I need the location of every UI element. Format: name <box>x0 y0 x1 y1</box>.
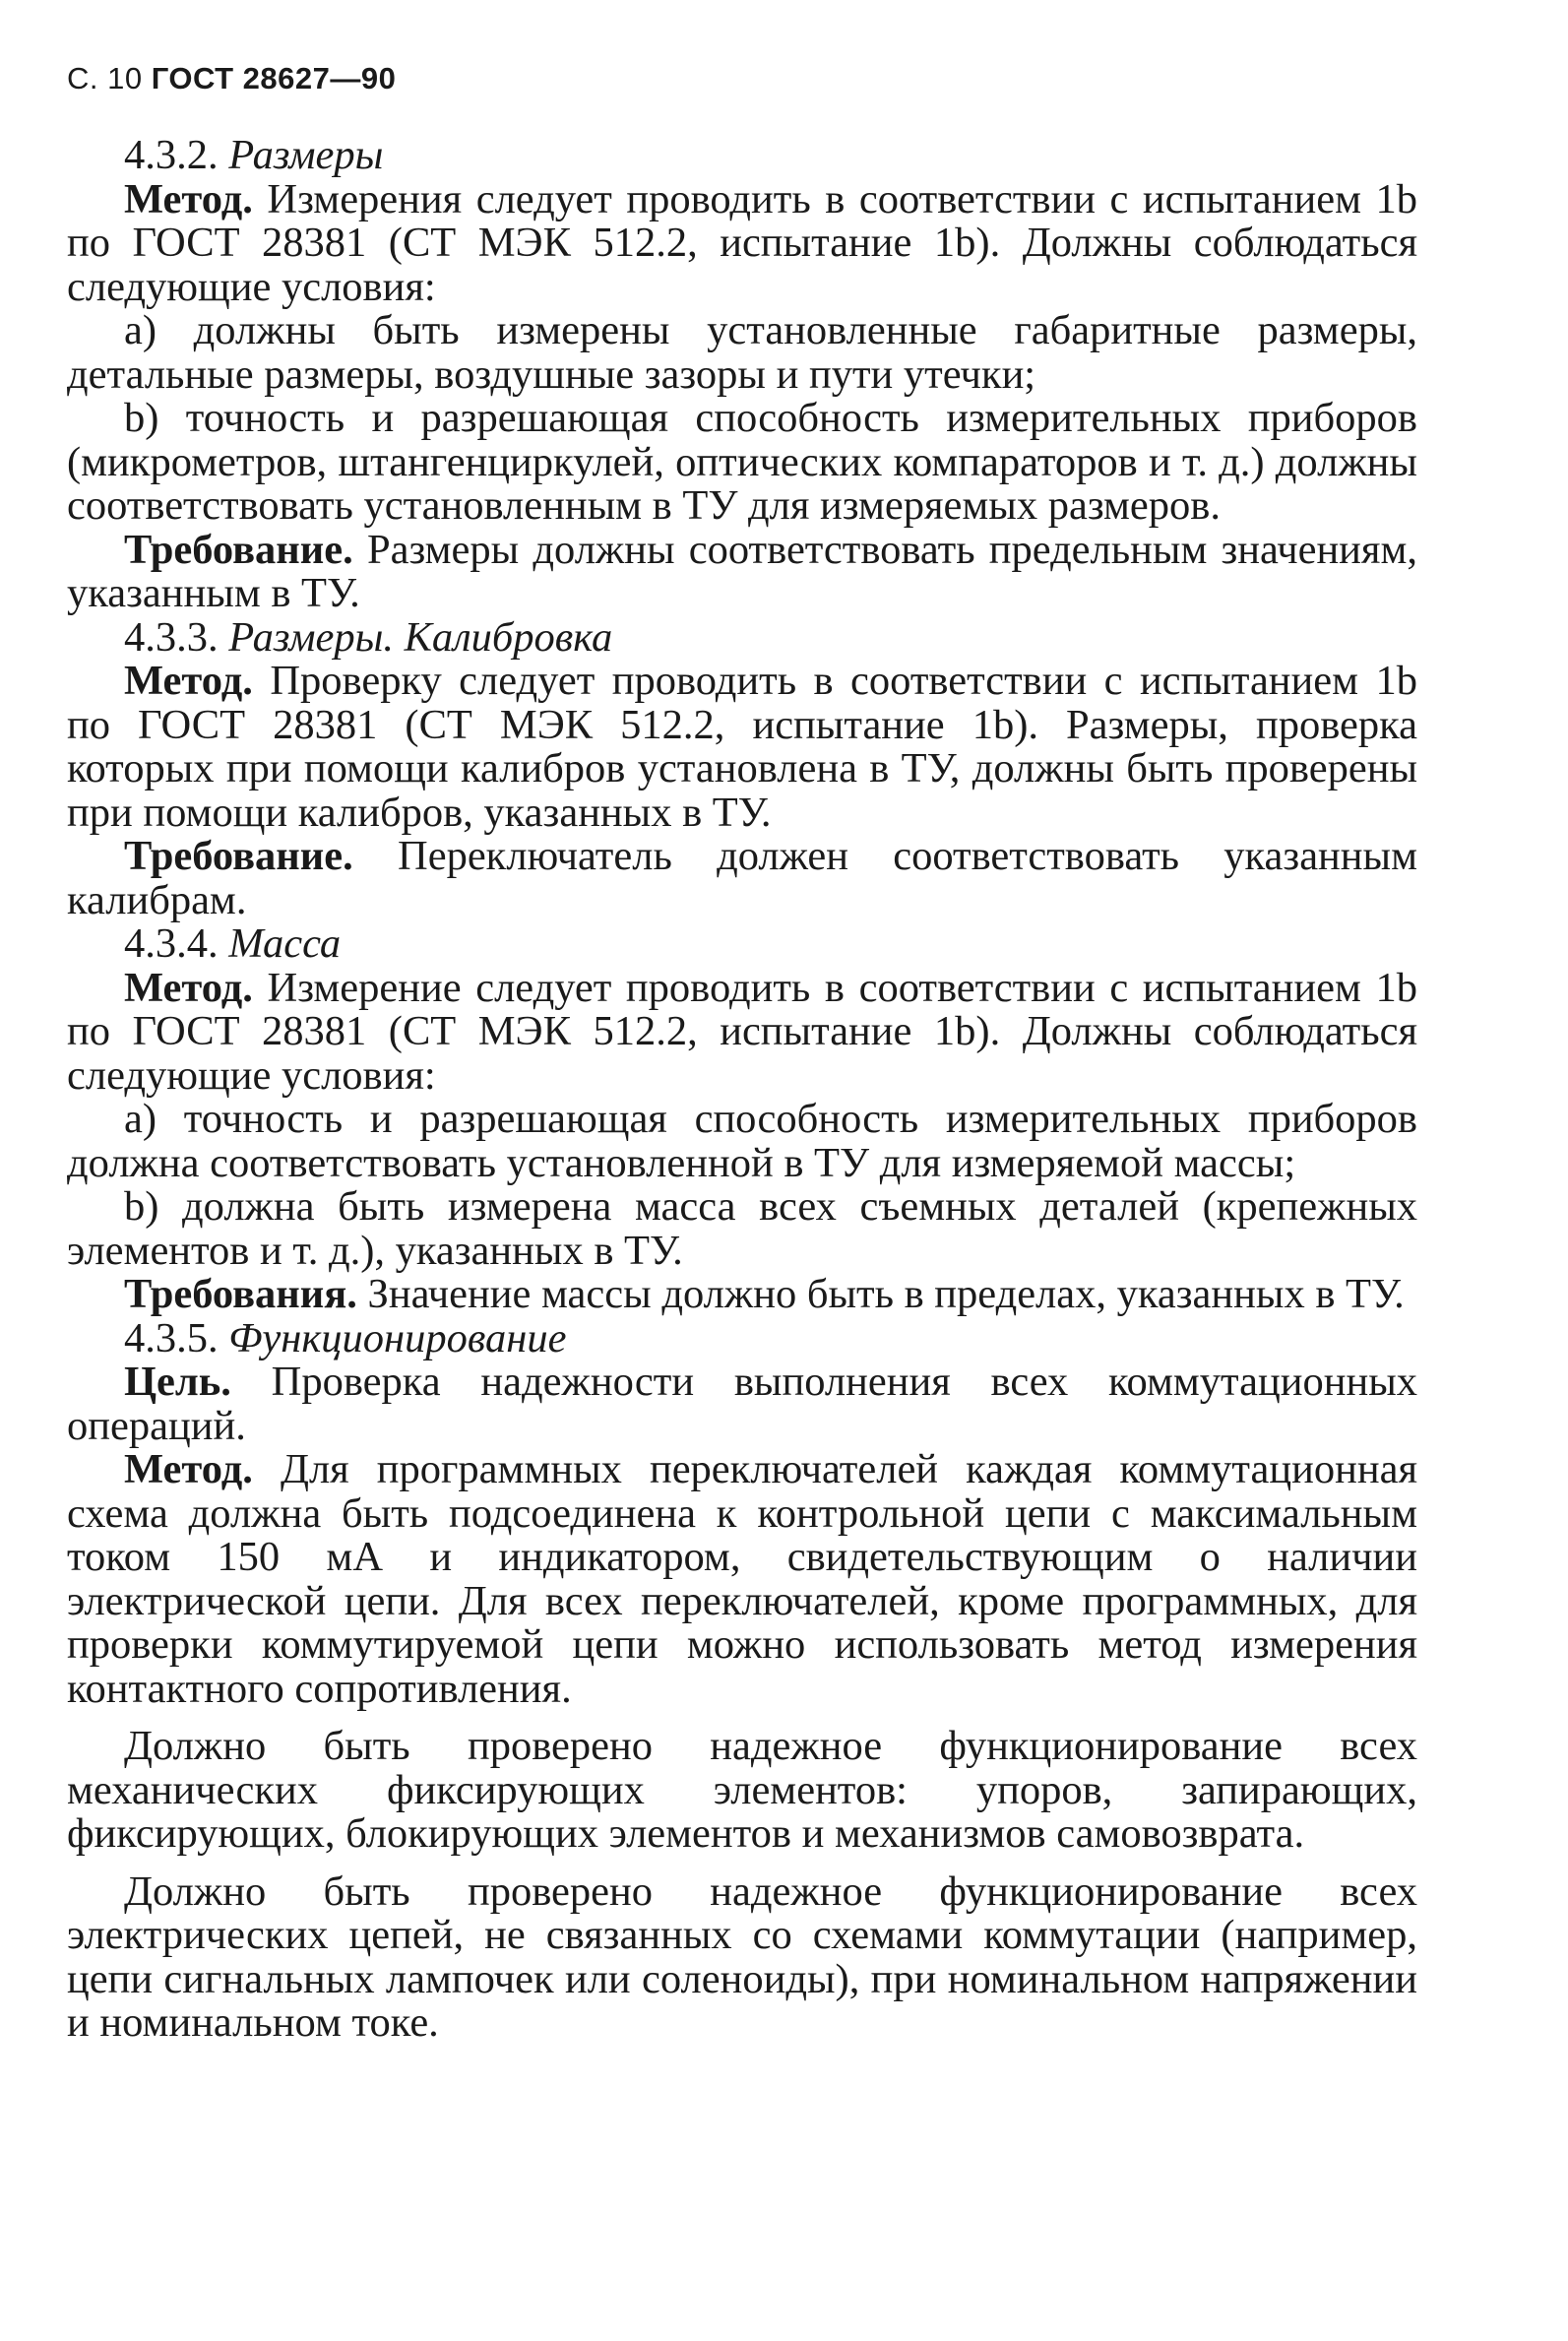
document-page <box>67 61 1417 2046</box>
body-paragraph: Должно быть проверено надежное функционирование всех электрических цепей, не связанных со схемами коммутации (например, цепи сигнальных лампочек или соленоиды), при номинальном напряжении и номинальном токе. <box>67 1867 1417 2046</box>
method-paragraph: Метод. Для программных переключателей каждая коммутационная схема должна быть подсоединена к контрольной цепи с максимальным током 150 мА и индикатором, свидетельствующим о наличии электрической цепи. Для всех переключателей, кроме программных, для проверки коммутируемой цепи можно использовать метод измерения контактного сопротивления. <box>67 1446 1417 1712</box>
section-title: Размеры. Калибровка <box>228 613 613 661</box>
requirement-paragraph: Требования. Значение массы должно быть в пределах, указанных в ТУ. <box>124 1271 1405 1317</box>
section-heading-4-3-2: 4.3.2. Размеры <box>124 132 384 178</box>
page-number: С. 10 <box>67 61 143 95</box>
body-paragraph: Должно быть проверено надежное функционирование всех механических фиксирующих элементов: упоров, запирающих, фиксирующих, блокирующих элементов и механизмов самовозврата. <box>67 1723 1417 1857</box>
method-paragraph: Метод. Измерение следует проводить в соответствии с испытанием 1b по ГОСТ 28381 (СТ МЭК 512.2, испытание 1b). Должны соблюдаться следующие условия: <box>67 964 1418 1099</box>
standard-number: ГОСТ 28627—90 <box>151 61 397 95</box>
requirement-paragraph: Требование. Переключатель должен соответствовать указанным калибрам. <box>67 833 1417 923</box>
section-heading-4-3-4: 4.3.4. Масса <box>124 920 342 967</box>
list-item-a: а) должны быть измерены установленные габаритные размеры, детальные размеры, воздушные зазоры и пути утечки; <box>67 307 1417 398</box>
goal-paragraph: Цель. Проверка надежности выполнения всех коммутационных операций. <box>67 1359 1417 1449</box>
section-title: Размеры <box>228 132 384 178</box>
section-title: Масса <box>228 920 342 967</box>
list-item-b: b) должна быть измерена масса всех съемных деталей (крепежных элементов и т. д.), указанных в ТУ. <box>67 1183 1417 1274</box>
list-item-b: b) точность и разрешающая способность измерительных приборов (микрометров, штангенциркулей, оптических компараторов и т. д.) должны соответствовать установленным в ТУ для измеряемых размеров. <box>67 395 1417 529</box>
list-item-a: а) точность и разрешающая способность измерительных приборов должна соответствовать установленной в ТУ для измеряемой массы; <box>67 1096 1417 1186</box>
document-body <box>67 134 1417 2046</box>
method-paragraph: Метод. Проверку следует проводить в соответствии с испытанием 1b по ГОСТ 28381 (СТ МЭК 512.2, испытание 1b). Размеры, проверка которых при помощи калибров установлена в ТУ, должны быть проверены при помощи калибров, указанных в ТУ. <box>67 658 1417 836</box>
section-title: Функционирование <box>228 1314 567 1361</box>
section-heading-4-3-3: 4.3.3. Размеры. Калибровка <box>124 613 613 661</box>
section-heading-4-3-5: 4.3.5. Функционирование <box>124 1314 567 1361</box>
method-paragraph: Метод. Измерения следует проводить в соответствии с испытанием 1b по ГОСТ 28381 (СТ МЭК 512.2, испытание 1b). Должны соблюдаться следующие условия: <box>67 175 1418 310</box>
requirement-paragraph: Требование. Размеры должны соответствовать предельным значениям, указанным в ТУ. <box>67 526 1417 616</box>
page-header <box>67 61 1417 96</box>
